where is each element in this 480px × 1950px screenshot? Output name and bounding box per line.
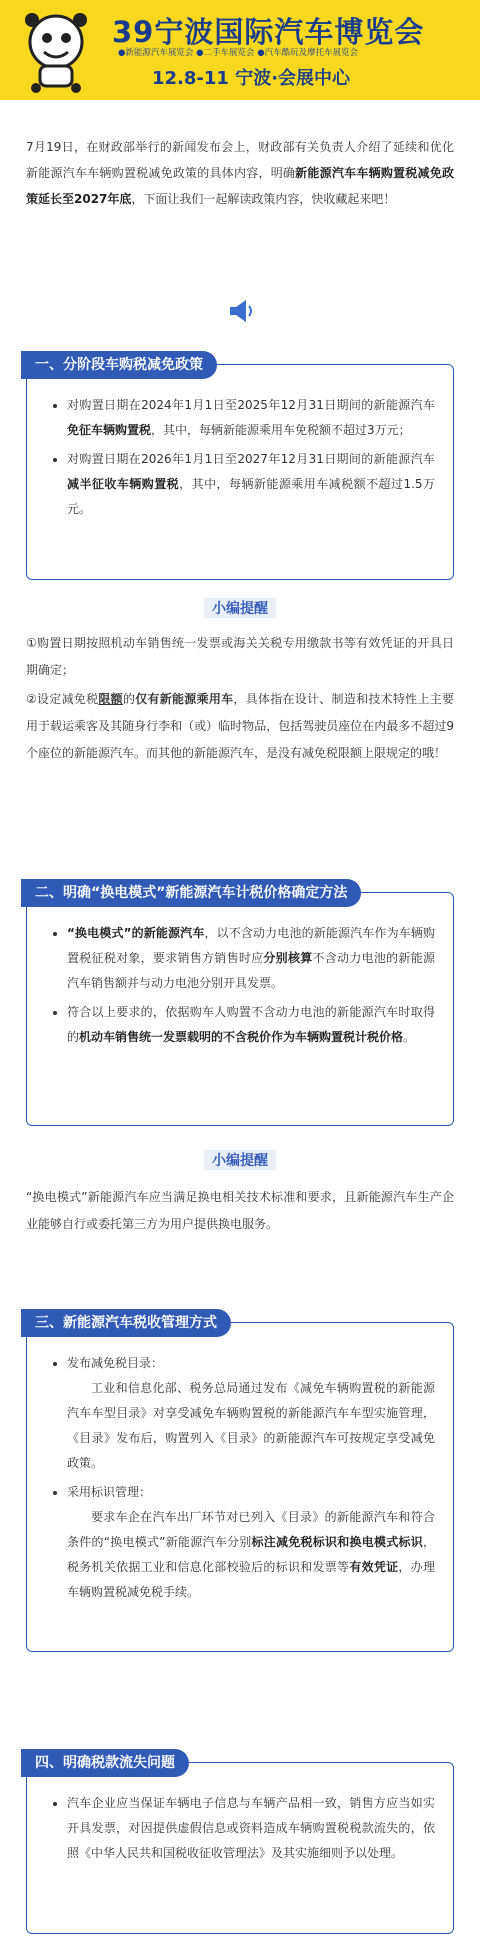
intro-text-end: ，下面让我们一起解读政策内容，快收藏起来吧！ [131,192,396,206]
tip1-text [26,630,454,769]
tip2-text [26,1184,454,1240]
car-mascot-icon [14,8,104,94]
intro-highlight: 新能源汽车车辆购置税减免政策延长至2027年底 [26,166,454,206]
banner-date-venue: 12.8-11 宁波·会展中心 [152,68,351,89]
tip2-title: 小编提醒 [0,1150,480,1170]
list-item: • 汽车企业应当保证车辆电子信息与车辆产品相一致，销售方应当如实开具发票，对因提供虚假信息或资料造成车辆购置税税款流失的，依照《中华人民共和国税收征收管理法》及其实施细则予以处理。 [67,1791,435,1866]
section-tax-reduction-policy [26,357,454,580]
list-item: • 采用标识管理： 要求车企在汽车出厂环节对已列入《目录》的新能源汽车和符合条件的“换电模式”新能源汽车分别标注减免税标识和换电模式标识，税务机关依据工业和信息化部校验后的标识和发票等有效凭证，办理车辆购置税减免税手续。 [67,1480,435,1605]
section3-heading: 三、新能源汽车税收管理方式 [21,1309,231,1337]
banner-title: 39宁波国际汽车博览会 [112,15,425,49]
section4-heading: 四、明确税款流失问题 [21,1749,189,1777]
list-item: • 对购置日期在2024年1月1日至2025年12月31日期间的新能源汽车免征车辆购置税，其中，每辆新能源乘用车免税额不超过3万元； [67,393,435,443]
tip1-paragraph-1: ①购置日期按照机动车销售统一发票或海关关税专用缴款书等有效凭证的开具日期确定； [26,636,454,677]
intro-text: 7月19日，在财政部举行的新闻发布会上，财政部有关负责人介绍了延续和优化新能源汽车车辆购置税减免政策的具体内容，明确 [26,140,454,180]
expo-banner [0,0,480,100]
section1-heading: 一、分阶段车购税减免政策 [21,351,217,379]
megaphone-icon [226,296,256,326]
tip1-paragraph-2: ②设定减免税限额的仅有新能源乘用车，具体指在设计、制造和技术特性上主要用于载运乘客及其随身行李和（或）临时物品，包括驾驶员座位在内最多不超过9个座位的新能源汽车。而其他的新能源汽车，是没有减免税限额上限规定的哦！ [26,692,454,760]
section2-heading: 二、明确“换电模式”新能源汽车计税价格确定方法 [21,879,361,907]
list-item: • 符合以上要求的，依据购车人购置不含动力电池的新能源汽车时取得的机动车销售统一发票载明的不含税价作为车辆购置税计税价格。 [67,1000,435,1050]
section-tax-loss [26,1755,454,1934]
banner-subtitle: ●新能源汽车展览会 ●二手车展览会 ●汽车酷玩及摩托车展览会 [118,48,359,58]
tip2-paragraph-1: “换电模式”新能源汽车应当满足换电相关技术标准和要求，且新能源汽车生产企业能够自行或委托第三方为用户提供换电服务。 [26,1190,454,1231]
section-battery-swap-pricing [26,885,454,1126]
list-item: • 对购置日期在2026年1月1日至2027年12月31日期间的新能源汽车减半征收车辆购置税，其中，每辆新能源乘用车减税额不超过1.5万元。 [67,447,435,522]
list-item: • 发布减免税目录： 工业和信息化部、税务总局通过发布《减免车辆购置税的新能源汽车车型目录》对享受减免车辆购置税的新能源汽车车型实施管理，《目录》发布后，购置列入《目录》的新能源汽车可按规定享受减免政策。 [67,1351,435,1476]
list-item: • “换电模式”的新能源汽车，以不含动力电池的新能源汽车作为车辆购置税征税对象，要求销售方销售时应分别核算不含动力电池的新能源汽车销售额并与动力电池分别开具发票。 [67,921,435,996]
section-tax-management [26,1315,454,1652]
intro-paragraph [26,134,454,212]
tip1-title: 小编提醒 [0,598,480,618]
